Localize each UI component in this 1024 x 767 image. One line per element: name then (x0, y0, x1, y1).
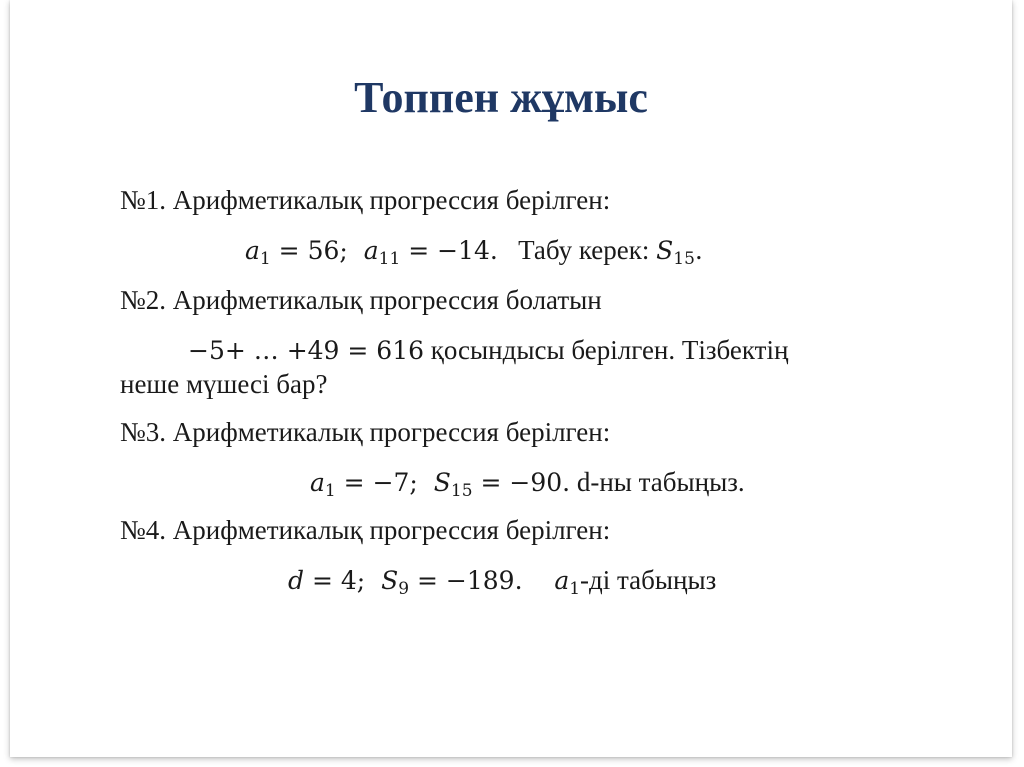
var-d: d (288, 566, 305, 595)
subscript: 1 (324, 480, 336, 501)
problem-1-math (245, 235, 703, 269)
problem-4-text: Арифметикалық прогрессия берілген: (172, 515, 611, 545)
var-s: S (433, 468, 451, 497)
subscript: 11 (378, 248, 401, 269)
problem-1-label: №1. (120, 185, 167, 215)
slide-title: Топпен жұмыс (354, 73, 648, 122)
value: = −7; (335, 468, 418, 497)
problem-3-label: №3. (120, 417, 167, 447)
subscript: 1 (259, 248, 271, 269)
var-a: a (554, 566, 570, 595)
var-a: a (363, 236, 379, 265)
subscript: 1 (569, 578, 581, 599)
problem-2-math (188, 335, 788, 366)
value: = −14. (400, 236, 498, 265)
problem-3-statement (120, 417, 610, 448)
value: = −90. (472, 468, 571, 497)
var-a: a (245, 236, 260, 265)
value: = 4; (304, 566, 366, 595)
problem-2-statement (120, 285, 602, 316)
problem-3-text: Арифметикалық прогрессия берілген: (172, 417, 611, 447)
problem-2-question: неше мүшесі бар? (120, 369, 328, 399)
value: = −189. (409, 566, 523, 595)
var-a: a (310, 468, 325, 497)
problem-4-label: №4. (120, 515, 167, 545)
period: . (694, 236, 703, 265)
sum-expression: −5+ … +49 = 616 (188, 336, 425, 365)
subscript: 15 (673, 248, 695, 269)
problem-2-text: Арифметикалық прогрессия болатын (172, 285, 602, 315)
var-s: S (656, 236, 674, 265)
value: = 56; (270, 236, 348, 265)
problem-2-label: №2. (120, 285, 167, 315)
ask-text: Табу керек: (518, 235, 657, 265)
subscript: 9 (398, 578, 410, 599)
problem-2-text-cont: қосындысы берілген. Тізбектің (424, 335, 789, 365)
problem-4-statement (120, 515, 610, 546)
problem-1-text: Арифметикалық прогрессия берілген: (172, 185, 611, 215)
subscript: 15 (450, 480, 473, 501)
problem-4-math (288, 565, 716, 599)
slide (10, 0, 1012, 757)
ask-text: d-ны табыңыз. (570, 467, 745, 497)
var-s: S (381, 566, 399, 595)
problem-1-statement (120, 185, 610, 216)
ask-text: -ді табыңыз (580, 565, 717, 595)
problem-3-math (310, 467, 745, 501)
